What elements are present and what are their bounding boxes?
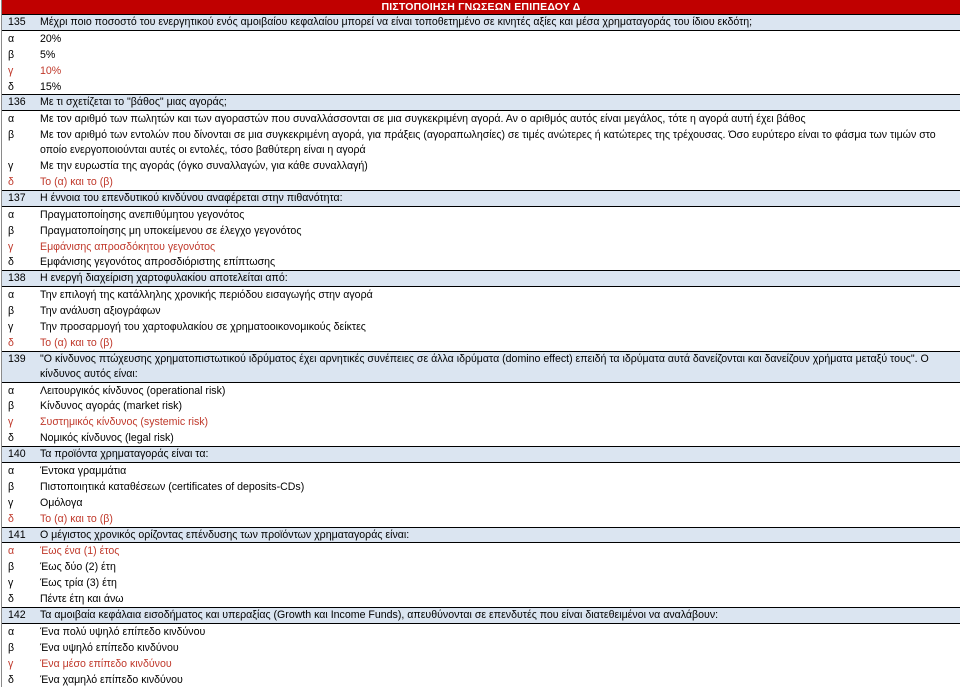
answer-option: [2, 223, 960, 239]
option-text: Εμφάνισης απροσδόκητου γεγονότος: [40, 240, 216, 253]
option-letter: β: [8, 400, 15, 413]
option-text: Με τον αριθμό των εντολών που δίνονται σε μια συγκεκριμένη αγορά, για πράξεις (αγοραπωλησίες) σε τιμές ανώτερες ή κατώτερες της τρέχουσας. Όσο ευρύτερο είναι το φάσμα των τιμών στο οποίο ενεργοποιούνται αυτές οι εντολές, τόσο βαθύτερη είναι η αγορά: [40, 129, 936, 157]
answer-option: [2, 463, 960, 479]
answer-option: [2, 319, 960, 335]
question-number: 141: [8, 528, 26, 541]
option-letter: β: [8, 48, 15, 61]
question-text: Η έννοια του επενδυτικού κινδύνου αναφέρεται στην πιθανότητα:: [40, 191, 343, 204]
sheet-title: ΠΙΣΤΟΠΟΙΗΣΗ ΓΝΩΣΕΩΝ ΕΠΙΠΕΔΟΥ Δ: [2, 0, 960, 14]
question-number: 138: [8, 272, 26, 285]
answer-option: [2, 79, 960, 95]
answer-option: [2, 383, 960, 399]
option-letter: α: [8, 384, 15, 397]
question-text: Ο μέγιστος χρονικός ορίζοντας επένδυσης των προϊόντων χρηματαγοράς είναι:: [40, 528, 410, 541]
option-letter: α: [8, 545, 15, 558]
question-number: 139: [8, 352, 26, 365]
question-number: 142: [8, 609, 26, 622]
option-text: 15%: [40, 80, 62, 93]
option-text: 10%: [40, 64, 62, 77]
option-letter: γ: [8, 320, 14, 333]
question-row: [2, 270, 960, 287]
answer-option: [2, 430, 960, 446]
option-text: Με την ευρωστία της αγοράς (όγκο συναλλαγών, για κάθε συναλλαγή): [40, 160, 368, 173]
option-letter: α: [8, 465, 15, 477]
option-text: Έως τρία (3) έτη: [40, 577, 117, 590]
option-text: Ομόλογα: [40, 496, 83, 509]
answer-option: [2, 640, 960, 656]
option-text: Το (α) και το (β): [40, 336, 113, 349]
option-text: Ένα χαμηλό επίπεδο κινδύνου: [40, 673, 183, 686]
answer-option: [2, 31, 960, 47]
option-text: 20%: [40, 32, 62, 45]
option-text: Με τον αριθμό των πωλητών και των αγοραστών που συναλλάσσονται σε μια συγκεκριμένη αγορά. Αν ο αριθμός αυτός είναι μεγάλος, τότε η αγορά αυτή έχει βάθος: [40, 113, 806, 126]
option-text: Ένα μέσο επίπεδο κινδύνου: [40, 657, 172, 670]
option-text: Έντοκα γραμμάτια: [40, 465, 127, 477]
option-text: Εμφάνισης γεγονότος απροσδιόριστης επίπτωσης: [40, 256, 276, 269]
answer-option: [2, 303, 960, 319]
answer-option: [2, 575, 960, 591]
answer-option-correct: [2, 239, 960, 255]
question-row: [2, 190, 960, 207]
answer-option-correct: [2, 511, 960, 527]
option-text: Την ανάλυση αξιογράφων: [40, 305, 161, 318]
option-text: Πέντε έτη και άνω: [40, 593, 124, 606]
option-text: Το (α) και το (β): [40, 512, 113, 525]
answer-option-correct: [2, 414, 960, 430]
option-letter: δ: [8, 673, 14, 686]
option-letter: β: [8, 129, 15, 142]
question-text: Η ενεργή διαχείριση χαρτοφυλακίου αποτελείται από:: [40, 272, 288, 285]
option-letter: δ: [8, 256, 14, 269]
option-text: Την επιλογή της κατάλληλης χρονικής περιόδου εισαγωγής στην αγορά: [40, 289, 373, 302]
option-letter: α: [8, 113, 15, 126]
quiz-sheet: [1, 0, 960, 687]
answer-option: [2, 495, 960, 511]
question-list: [2, 14, 960, 687]
option-letter: γ: [8, 160, 14, 173]
question-text: Τα προϊόντα χρηματαγοράς είναι τα:: [40, 448, 209, 461]
question-number: 135: [8, 16, 26, 28]
option-letter: β: [8, 480, 15, 493]
option-text: Έως ένα (1) έτος: [40, 545, 120, 558]
option-text: Πιστοποιητικά καταθέσεων (certificates of deposits-CDs): [40, 480, 305, 493]
option-letter: γ: [8, 496, 14, 509]
question-text: Τα αμοιβαία κεφάλαια εισοδήματος και υπεραξίας (Growth και Income Funds), απευθύνονται σε επενδυτές που είναι διατεθειμένοι να αναλάβουν:: [40, 609, 719, 622]
answer-option: [2, 672, 960, 687]
answer-option: [2, 591, 960, 607]
question-text: "Ο κίνδυνος πτώχευσης χρηματοπιστωτικού ιδρύματος έχει αρνητικές συνέπειες σε άλλα ιδρύματα (domino effect) επειδή τα ιδρύματα αυτά δανείζονται και δανείζουν χρήματα μεταξύ τους". Ο κίνδυνος αυτός είναι:: [40, 352, 929, 380]
question-row: [2, 446, 960, 463]
question-row: [2, 14, 960, 31]
question-row: [2, 607, 960, 624]
option-letter: γ: [8, 416, 14, 429]
option-letter: α: [8, 625, 15, 638]
option-letter: δ: [8, 593, 14, 606]
option-text: 5%: [40, 48, 56, 61]
question-row: [2, 94, 960, 111]
option-letter: β: [8, 561, 15, 574]
option-letter: δ: [8, 512, 14, 525]
option-letter: δ: [8, 80, 14, 93]
option-text: Το (α) και το (β): [40, 175, 113, 188]
answer-option: [2, 158, 960, 174]
option-text: Νομικός κίνδυνος (legal risk): [40, 432, 174, 445]
option-letter: γ: [8, 577, 14, 590]
question-number: 137: [8, 191, 26, 204]
answer-option: [2, 559, 960, 575]
question-text: Μέχρι ποιο ποσοστό του ενεργητικού ενός αμοιβαίου κεφαλαίου μπορεί να είναι τοποθετημένο σε κινητές αξίες και μέσα χρηματαγοράς του ίδιου εκδότη;: [40, 16, 753, 28]
answer-option-correct: [2, 174, 960, 190]
option-letter: β: [8, 305, 15, 318]
answer-option-correct: [2, 63, 960, 79]
question-text: Με τι σχετίζεται το "βάθος" μιας αγοράς;: [40, 96, 227, 109]
option-letter: δ: [8, 336, 14, 349]
question-number: 140: [8, 448, 26, 461]
option-letter: γ: [8, 657, 14, 670]
option-letter: α: [8, 208, 15, 221]
answer-option: [2, 479, 960, 495]
option-letter: β: [8, 224, 15, 237]
option-letter: γ: [8, 240, 14, 253]
option-text: Έως δύο (2) έτη: [40, 561, 116, 574]
answer-option: [2, 47, 960, 63]
option-text: Ένα υψηλό επίπεδο κινδύνου: [40, 641, 179, 654]
answer-option: [2, 254, 960, 270]
answer-option-correct: [2, 543, 960, 559]
question-row: [2, 527, 960, 544]
option-text: Πραγματοποίησης ανεπιθύμητου γεγονότος: [40, 208, 245, 221]
option-text: Πραγματοποίησης μη υποκείμενου σε έλεγχο γεγονότος: [40, 224, 302, 237]
answer-option: [2, 111, 960, 127]
option-letter: β: [8, 641, 15, 654]
question-number: 136: [8, 96, 26, 109]
answer-option-correct: [2, 335, 960, 351]
option-letter: δ: [8, 432, 14, 445]
option-letter: δ: [8, 175, 14, 188]
option-text: Κίνδυνος αγοράς (market risk): [40, 400, 183, 413]
answer-option: [2, 287, 960, 303]
option-letter: γ: [8, 64, 14, 77]
option-letter: α: [8, 289, 15, 302]
option-text: Ένα πολύ υψηλό επίπεδο κινδύνου: [40, 625, 206, 638]
option-text: Λειτουργικός κίνδυνος (operational risk): [40, 384, 226, 397]
answer-option: [2, 398, 960, 414]
option-letter: α: [8, 32, 15, 45]
question-row: [2, 351, 960, 383]
option-text: Συστημικός κίνδυνος (systemic risk): [40, 416, 209, 429]
option-text: Την προσαρμογή του χαρτοφυλακίου σε χρηματοοικονομικούς δείκτες: [40, 320, 366, 333]
answer-option: [2, 207, 960, 223]
answer-option-correct: [2, 656, 960, 672]
answer-option: [2, 624, 960, 640]
answer-option: [2, 127, 960, 158]
